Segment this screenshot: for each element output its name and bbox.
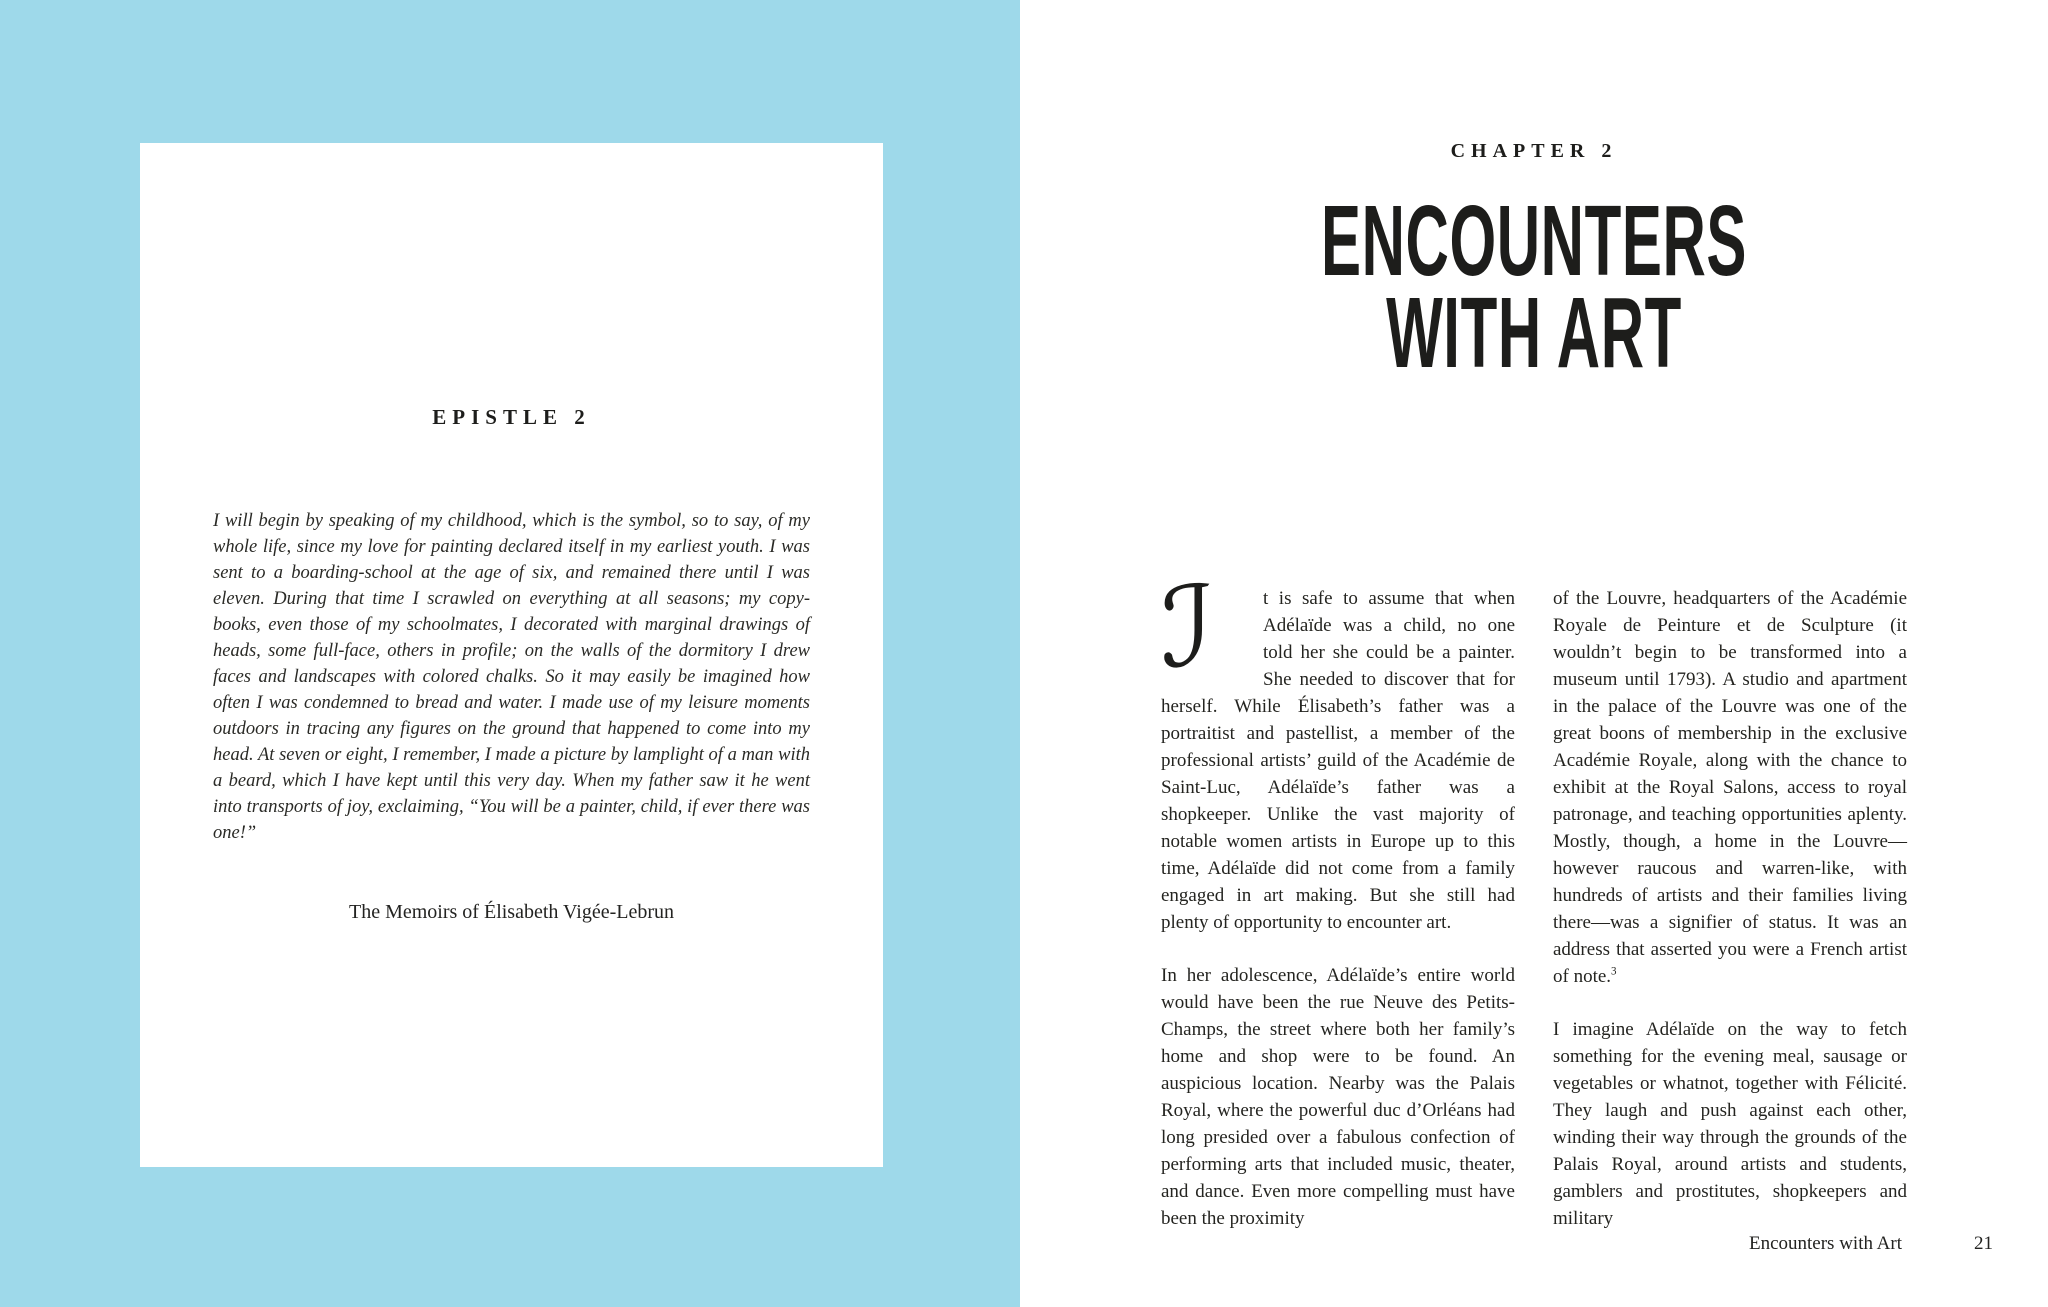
chapter-title-line-1: ENCOUNTERS: [1320, 185, 1748, 297]
drop-cap-letter: ℐ: [1161, 563, 1214, 693]
right-page: [1020, 0, 2048, 1307]
left-page: [0, 0, 1020, 1307]
paragraph: [1553, 585, 1907, 990]
paragraph-text: t is safe to assume that when Adélaïde was a child, no one told her she could be a painter. She needed to discover that for herself. While Élisabeth’s father was a portraitist and pastellist, a member of the professional artists’ guild of the Académie de Saint-Luc, Adélaïde’s father was a shopkeeper. Unlike the vast majority of notable women artists in Europe up to this time, Adélaïde did not come from a family engaged in art making. But she still had plenty of opportunity to encounter art.: [1161, 588, 1515, 933]
footnote-marker: 3: [1611, 965, 1617, 978]
running-footer-title: Encounters with Art: [1748, 1233, 1902, 1254]
paragraph-text: of the Louvre, headquarters of the Académie Royale de Peinture et de Sculpture (it wouldn’t begin to be transformed into a museum until 1793). A studio and apartment in the palace of the Louvre was one of the great boons of membership in the exclusive Académie Royale, along with the chance to exhibit at the Royal Salons, access to royal patronage, and teaching opportunities aplenty. Mostly, though, a home in the Louvre—however raucous and warren-like, with hundreds of artists and their families living there—was a signifier of status. It was an address that asserted you were a French artist of note.: [1553, 588, 1907, 987]
text-column-left: [1161, 563, 1515, 1232]
page-footer: [1749, 1233, 1993, 1255]
text-column-right: [1553, 585, 1907, 1232]
paragraph-with-drop-cap: [1161, 563, 1515, 936]
body-columns: [1161, 563, 1908, 1232]
epistle-heading: EPISTLE 2: [432, 405, 591, 429]
epistle-card: [140, 143, 883, 1167]
page-number: 21: [1974, 1233, 1993, 1254]
paragraph-text: I imagine Adélaïde on the way to fetch something for the evening meal, sausage or vegetables or whatnot, together with Félicité. They laugh and push against each other, winding their way through the grounds of the Palais Royal, around artists and students, gamblers and prostitutes, shopkeepers and military: [1553, 1019, 1907, 1229]
chapter-title: [1020, 185, 2048, 389]
paragraph-text: In her adolescence, Adélaïde’s entire world would have been the rue Neuve des Petits-Champs, the street where both her family’s home and shop were to be found. An auspicious location. Nearby was the Palais Royal, where the powerful duc d’Orléans had long presided over a fabulous confection of performing arts that included music, theater, and dance. Even more compelling must have been the proximity: [1161, 965, 1515, 1229]
paragraph: [1161, 962, 1515, 1232]
paragraph: [1553, 1016, 1907, 1232]
chapter-title-line-2: WITH ART: [1386, 277, 1682, 389]
quote-attribution: The Memoirs of Élisabeth Vigée-Lebrun: [349, 901, 674, 923]
chapter-label: CHAPTER 2: [1450, 140, 1618, 162]
epistle-quote: I will begin by speaking of my childhood, which is the symbol, so to say, of my whole life, since my love for painting declared itself in my earliest youth. I was sent to a boarding-school at the age of six, and remained there until I was eleven. During that time I scrawled on everything at all seasons; my copy-books, even those of my schoolmates, I decorated with marginal drawings of heads, some full-face, others in profile; on the walls of the dormitory I drew faces and landscapes with colored chalks. So it may easily be imagined how often I was condemned to bread and water. I made use of my leisure moments outdoors in tracing any figures on the ground that happened to come into my head. At seven or eight, I remember, I made a picture by lamplight of a man with a beard, which I have kept until this very day. When my father saw it he went into transports of joy, exclaiming, “You will be a painter, child, if ever there was one!”: [213, 511, 810, 843]
